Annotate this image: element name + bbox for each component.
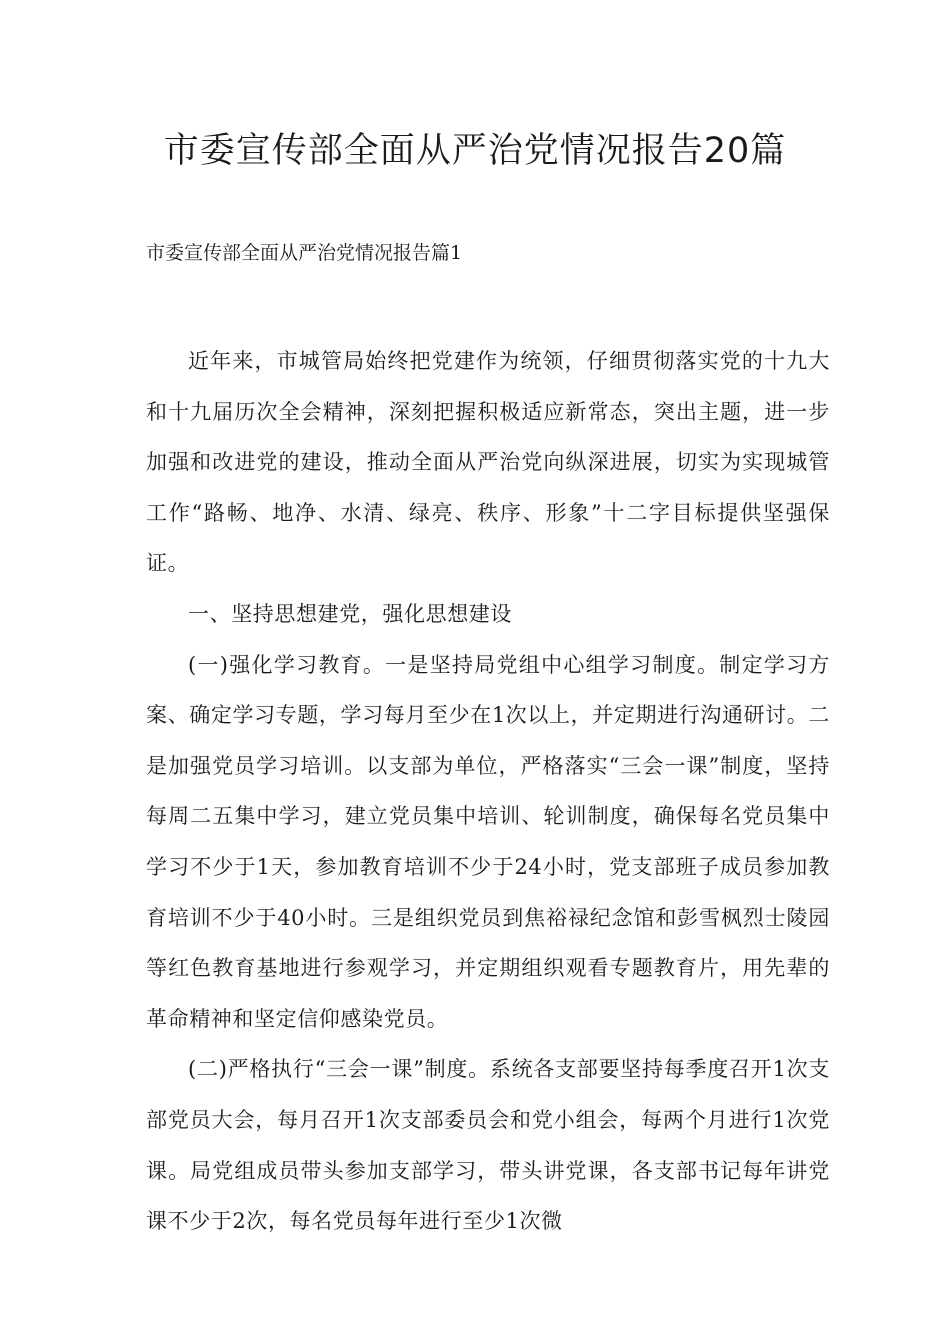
paragraph-study-education: (一)强化学习教育。一是坚持局党组中心组学习制度。制定学习方案、确定学习专题，学习每月至少在1次以上，并定期进行沟通研讨。二是加强党员学习培训。以支部为单位，严格落实“三会一课”制度，坚持每周二五集中学习，建立党员集中培训、轮训制度，确保每名党员集中学习不少于1天，参加教育培训不少于24小时，党支部班子成员参加教育培训不少于40小时。三是组织党员到焦裕禄纪念馆和彭雪枫烈士陵园等红色教育基地进行参观学习，并定期组织观看专题教育片，用先辈的革命精神和坚定信仰感染党员。 [146,652,830,1031]
paragraph-three-meetings: (二)严格执行“三会一课”制度。系统各支部要坚持每季度召开1次支部党员大会，每月召开1次支部委员会和党小组会，每两个月进行1次党课。局党组成员带头参加支部学习，带头讲党课，各支部书记每年讲党课不少于2次，每名党员每年进行至少1次微 [146,1057,830,1234]
section-heading-1: 一、坚持思想建党，强化思想建设 [188,601,512,626]
document-subtitle: 市委宣传部全面从严治党情况报告篇1 [146,242,463,264]
document-title: 市委宣传部全面从严治党情况报告20篇 [163,131,787,171]
document-body [146,336,830,1247]
paragraph-intro: 近年来，市城管局始终把党建作为统领，仔细贯彻落实党的十九大和十九届历次全会精神，深刻把握积极适应新常态，突出主题，进一步加强和改进党的建设，推动全面从严治党向纵深进展，切实为实现城管工作“路畅、地净、水清、绿亮、秩序、形象”十二字目标提供坚强保证。 [146,349,830,576]
